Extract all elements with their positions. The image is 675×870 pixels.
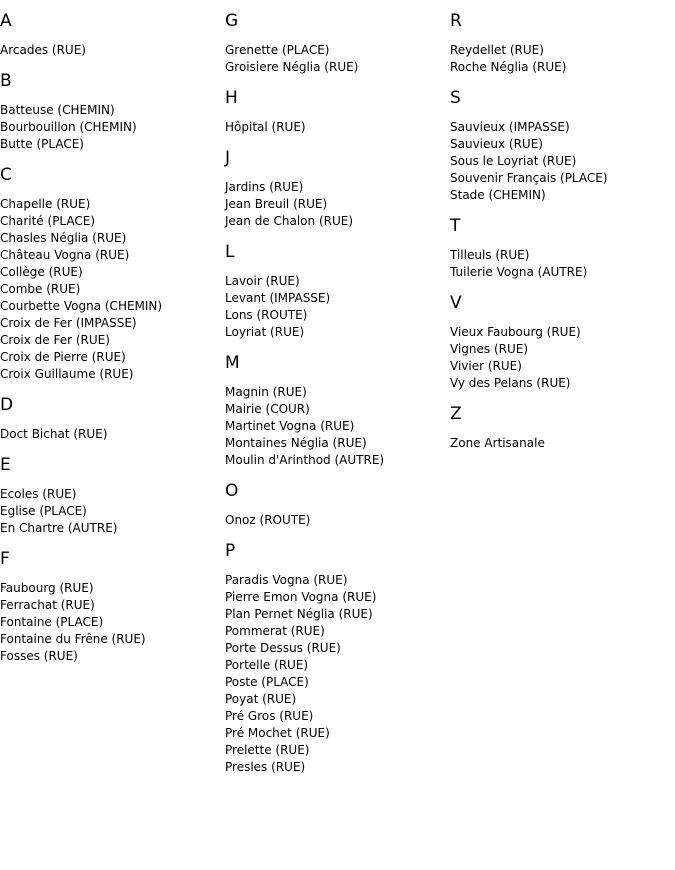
letter-heading: B: [0, 71, 12, 91]
street-item: Croix de Pierre (RUE): [0, 350, 126, 364]
street-item: Roche Néglia (RUE): [450, 60, 567, 74]
street-list: [450, 119, 675, 204]
street-list: [225, 572, 450, 776]
street-item: Lavoir (RUE): [225, 274, 300, 288]
street-item: Presles (RUE): [225, 760, 306, 774]
letter-heading: M: [225, 353, 240, 373]
street-item: Reydellet (RUE): [450, 43, 544, 57]
street-item: Doct Bichat (RUE): [0, 427, 108, 441]
street-item: Jean de Chalon (RUE): [225, 214, 354, 228]
street-item: Bourbouillon (CHEMIN): [0, 120, 137, 134]
letter-heading: E: [0, 455, 11, 475]
street-item: Stade (CHEMIN): [450, 188, 546, 202]
street-list: [225, 42, 450, 76]
street-item: Butte (PLACE): [0, 137, 84, 151]
street-list: [0, 102, 225, 153]
street-item: Grenette (PLACE): [225, 43, 330, 57]
street-item: Plan Pernet Néglia (RUE): [225, 607, 373, 621]
street-item: Pré Gros (RUE): [225, 709, 314, 723]
street-item: Magnin (RUE): [225, 385, 307, 399]
letter-heading: H: [225, 88, 238, 108]
street-item: Tuilerie Vogna (AUTRE): [450, 265, 588, 279]
letter-group: [225, 480, 450, 529]
street-item: Sauvieux (IMPASSE): [450, 120, 570, 134]
street-item: Montaines Néglia (RUE): [225, 436, 367, 450]
street-item: Ferrachat (RUE): [0, 598, 95, 612]
letter-heading: R: [450, 11, 462, 31]
street-item: Souvenir Français (PLACE): [450, 171, 608, 185]
letter-group: [450, 10, 675, 76]
street-item: Vy des Pelans (RUE): [450, 376, 571, 390]
street-list: [450, 42, 675, 76]
street-list: [450, 324, 675, 392]
letter-heading: J: [225, 148, 231, 168]
street-item: Zone Artisanale: [450, 436, 545, 450]
street-item: Prelette (RUE): [225, 743, 310, 757]
street-item: Jean Breuil (RUE): [225, 197, 328, 211]
letter-heading: L: [225, 242, 235, 262]
letter-heading: C: [0, 165, 12, 185]
street-item: Vignes (RUE): [450, 342, 529, 356]
street-list: [0, 42, 225, 59]
letter-heading: G: [225, 11, 239, 31]
letter-group: [225, 10, 450, 76]
street-item: Paradis Vogna (RUE): [225, 573, 348, 587]
street-list: [450, 435, 675, 452]
letter-heading: T: [450, 216, 461, 236]
street-item: Chapelle (RUE): [0, 197, 91, 211]
index-column: [450, 10, 675, 463]
letter-heading: Z: [450, 404, 462, 424]
street-list: [225, 179, 450, 230]
street-list: [0, 580, 225, 665]
street-item: Tilleuls (RUE): [450, 248, 530, 262]
letter-group: [225, 540, 450, 776]
letter-heading: D: [0, 395, 14, 415]
street-list: [225, 119, 450, 136]
street-list: [225, 512, 450, 529]
street-item: Martinet Vogna (RUE): [225, 419, 355, 433]
street-item: Croix de Fer (IMPASSE): [0, 316, 137, 330]
letter-heading: P: [225, 541, 236, 561]
street-item: Arcades (RUE): [0, 43, 86, 57]
letter-group: [450, 292, 675, 392]
letter-group: [0, 548, 225, 665]
street-item: Fontaine (PLACE): [0, 615, 104, 629]
letter-group: [0, 394, 225, 443]
letter-group: [225, 147, 450, 230]
index-column: [225, 10, 450, 787]
street-item: Vieux Faubourg (RUE): [450, 325, 581, 339]
letter-heading: A: [0, 11, 12, 31]
street-item: Faubourg (RUE): [0, 581, 94, 595]
street-item: Pré Mochet (RUE): [225, 726, 330, 740]
street-item: Eglise (PLACE): [0, 504, 87, 518]
street-item: Jardins (RUE): [225, 180, 304, 194]
street-item: Hôpital (RUE): [225, 120, 306, 134]
letter-group: [450, 403, 675, 452]
street-item: En Chartre (AUTRE): [0, 521, 118, 535]
street-item: Groisiere Néglia (RUE): [225, 60, 359, 74]
letter-group: [225, 241, 450, 341]
letter-heading: S: [450, 88, 461, 108]
street-item: Croix de Fer (RUE): [0, 333, 110, 347]
street-item: Collège (RUE): [0, 265, 83, 279]
street-item: Fontaine du Frêne (RUE): [0, 632, 146, 646]
street-item: Vivier (RUE): [450, 359, 522, 373]
street-item: Lons (ROUTE): [225, 308, 308, 322]
letter-heading: V: [450, 293, 462, 313]
street-item: Courbette Vogna (CHEMIN): [0, 299, 163, 313]
letter-group: [0, 70, 225, 153]
letter-group: [0, 10, 225, 59]
letter-heading: O: [225, 481, 239, 501]
street-item: Levant (IMPASSE): [225, 291, 331, 305]
letter-group: [225, 87, 450, 136]
street-item: Poyat (RUE): [225, 692, 297, 706]
street-item: Combe (RUE): [0, 282, 81, 296]
street-item: Château Vogna (RUE): [0, 248, 130, 262]
letter-group: [450, 215, 675, 281]
street-item: Chasles Néglia (RUE): [0, 231, 127, 245]
street-item: Loyriat (RUE): [225, 325, 305, 339]
street-list: [225, 273, 450, 341]
street-item: Portelle (RUE): [225, 658, 309, 672]
street-item: Onoz (ROUTE): [225, 513, 311, 527]
street-item: Charité (PLACE): [0, 214, 96, 228]
letter-group: [0, 454, 225, 537]
street-item: Ecoles (RUE): [0, 487, 77, 501]
letter-group: [0, 164, 225, 383]
street-item: Sauvieux (RUE): [450, 137, 543, 151]
letter-group: [225, 352, 450, 469]
street-list: [0, 426, 225, 443]
letter-heading: F: [0, 549, 10, 569]
street-item: Sous le Loyriat (RUE): [450, 154, 577, 168]
index-column: [0, 10, 225, 676]
street-item: Pierre Emon Vogna (RUE): [225, 590, 377, 604]
street-item: Fosses (RUE): [0, 649, 78, 663]
street-list: [0, 196, 225, 383]
letter-group: [450, 87, 675, 204]
street-list: [225, 384, 450, 469]
street-item: Mairie (COUR): [225, 402, 310, 416]
street-item: Batteuse (CHEMIN): [0, 103, 115, 117]
street-list: [450, 247, 675, 281]
street-item: Poste (PLACE): [225, 675, 309, 689]
street-item: Porte Dessus (RUE): [225, 641, 341, 655]
street-item: Pommerat (RUE): [225, 624, 325, 638]
street-item: Croix Guillaume (RUE): [0, 367, 134, 381]
street-list: [0, 486, 225, 537]
street-item: Moulin d'Arinthod (AUTRE): [225, 453, 385, 467]
